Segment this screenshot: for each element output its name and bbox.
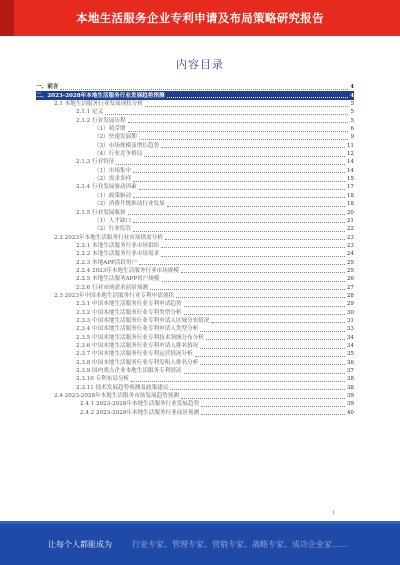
toc-entry-page: 35 xyxy=(346,351,354,358)
toc-leader-dots xyxy=(165,239,345,240)
toc-entry-page: 4 xyxy=(350,84,354,91)
toc-entry[interactable] xyxy=(36,108,354,116)
toc-entry-title: 2.3.10 专利布局分析 xyxy=(76,376,130,383)
toc-leader-dots xyxy=(139,139,349,140)
toc-entry-page: 14 xyxy=(346,159,354,166)
toc-leader-dots xyxy=(161,256,345,257)
toc-entry-title: 2.4 2023-2028年本地生活服务市场发展趋势预测 xyxy=(54,393,179,400)
toc-entry-title: 2.3.2 中国本地生活服务行业专利类型分析 xyxy=(76,309,182,316)
toc-entry-page: 18 xyxy=(346,192,354,199)
toc-entry-title: 2.3.9 国内重点企业本地生活服务专利情况 xyxy=(76,368,182,375)
toc-leader-dots xyxy=(133,231,345,232)
toc-entry-title: 2.2.5 本地生活服务APP用户规模 xyxy=(76,276,160,283)
toc-entry-title: 2.2.1 本地生活服务行业市场供给 xyxy=(76,242,160,249)
toc-entry[interactable] xyxy=(36,158,354,166)
toc-entry[interactable] xyxy=(36,333,354,341)
toc-entry-title: （2）需求多样 xyxy=(94,176,132,183)
toc-entry[interactable] xyxy=(36,317,354,325)
toc-entry-title: 一、前言 xyxy=(36,84,59,91)
toc-entry-page: 4 xyxy=(350,92,354,99)
toc-entry-page: 39 xyxy=(346,401,354,408)
toc-entry-title: 2.3 2023年中国本地生活服务行业专利申请现状 xyxy=(54,292,175,299)
toc-entry[interactable] xyxy=(36,83,354,91)
toc-entry[interactable] xyxy=(36,408,354,416)
toc-entry-title: 2.1.3 行业特征 xyxy=(76,159,115,166)
toc-leader-dots xyxy=(184,314,345,315)
toc-entry-page: 36 xyxy=(346,359,354,366)
toc-entry-title: 2.3.11 技术发展趋势预测及政策建议 xyxy=(76,384,169,391)
toc-leader-dots xyxy=(60,89,348,90)
toc-entry-title: 2.1.1 定义 xyxy=(76,109,104,116)
toc-entry[interactable] xyxy=(36,392,354,400)
toc-entry-title: 2.3.3 中国本地生活服务行业专利申请人区域分布情况 xyxy=(76,317,210,324)
toc-entry[interactable] xyxy=(36,191,354,199)
footer-bar xyxy=(0,521,400,565)
toc-leader-dots xyxy=(184,373,345,374)
toc-leader-dots xyxy=(150,289,345,290)
toc-leader-dots xyxy=(181,398,345,399)
toc-entry-title: （1）人才缺口 xyxy=(94,217,132,224)
toc-entry-page: 11 xyxy=(346,142,354,149)
toc-entry[interactable] xyxy=(36,175,354,183)
toc-entry[interactable] xyxy=(36,116,354,124)
toc-entry-page: 28 xyxy=(346,292,354,299)
toc-entry-page: 33 xyxy=(346,326,354,333)
toc-leader-dots xyxy=(139,264,345,265)
toc-entry-title: （2）行业监管 xyxy=(94,226,132,233)
toc-entry-title: 2.1 本地生活服务行业发展现状分析 xyxy=(54,101,143,108)
toc-entry-page: 22 xyxy=(346,226,354,233)
toc-entry[interactable] xyxy=(36,308,354,316)
toc-entry[interactable] xyxy=(36,150,354,158)
toc-entry[interactable] xyxy=(36,217,354,225)
toc-entry[interactable] xyxy=(36,258,354,266)
toc-entry-page: 26 xyxy=(346,276,354,283)
toc-entry-page: 25 xyxy=(346,267,354,274)
toc-leader-dots xyxy=(128,214,345,215)
toc-entry-title: 2.2 2023年本地生活服务行业市场供需分析 xyxy=(54,234,163,241)
report-header xyxy=(0,0,400,36)
toc-entry[interactable] xyxy=(36,350,354,358)
toc-entry-page: 17 xyxy=(346,184,354,191)
header-accent-bar xyxy=(0,0,14,36)
toc-leader-dots xyxy=(105,114,348,115)
toc-entry-title: （2）消费升级推动行业发展 xyxy=(94,201,165,208)
toc-entry-title: 2.4.2 2023-2028年本地生活服务行业前景预测 xyxy=(80,409,200,416)
toc-leader-dots xyxy=(181,272,345,273)
toc-entry[interactable] xyxy=(36,125,354,133)
toc-entry-page: 34 xyxy=(346,343,354,349)
toc-leader-dots xyxy=(167,206,345,207)
toc-entry-title: 2.3.8 中国本地生活服务行业专利发明人排名分析 xyxy=(76,359,199,366)
toc-entry-title: （1）政策驱动 xyxy=(94,192,132,199)
report-title: 本地生活服务企业专利申请及布局策略研究报告 xyxy=(76,11,324,25)
toc-entry-page: 37 xyxy=(346,368,354,375)
toc-leader-dots xyxy=(133,197,345,198)
toc-entry[interactable] xyxy=(36,242,354,250)
toc-leader-dots xyxy=(167,97,349,98)
toc-leader-dots xyxy=(161,247,345,248)
toc-entry-page: 29 xyxy=(346,301,354,308)
footer-tagline: 让每个人都能成为 xyxy=(48,540,112,549)
toc-entry[interactable] xyxy=(36,300,354,308)
toc-entry-page: 6 xyxy=(350,126,354,133)
toc-entry-page: 38 xyxy=(346,376,354,383)
toc-entry[interactable] xyxy=(36,166,354,174)
toc-entry-title: （4）行业竞争格局 xyxy=(94,151,143,158)
toc-entry[interactable] xyxy=(36,100,354,108)
toc-entry-page: 23 xyxy=(346,234,354,241)
toc-entry[interactable] xyxy=(36,292,354,300)
toc-entry-title: 2.1.4 行业发展驱动因素 xyxy=(76,184,137,191)
toc-entry[interactable] xyxy=(36,183,354,191)
toc-leader-dots xyxy=(131,381,345,382)
toc-entry[interactable] xyxy=(36,141,354,149)
toc-entry-page: 24 xyxy=(346,251,354,258)
toc-entry[interactable] xyxy=(36,200,354,208)
toc-entry-title: 2.2.6 行业市场需求前景预测 xyxy=(76,284,148,291)
toc-entry[interactable] xyxy=(36,358,354,366)
toc-leader-dots xyxy=(200,364,345,365)
toc-entry-title: 2.3.7 中国本地生活服务行业专利运营情况分析 xyxy=(76,351,193,358)
toc-entry-title: 二、2023-2028年本地生活服务行业发展趋势预测 xyxy=(36,92,165,99)
toc-leader-dots xyxy=(133,181,345,182)
toc-entry-page: 40 xyxy=(346,409,354,416)
toc-leader-dots xyxy=(128,131,349,132)
toc-entry-title: （2）快速发展期 xyxy=(94,134,137,141)
toc-entry-page: 25 xyxy=(346,259,354,266)
toc-leader-dots xyxy=(145,106,348,107)
toc-entry-title: 2.3.1 中国本地生活服务行业专利申请趋势 xyxy=(76,301,182,308)
toc-entry[interactable] xyxy=(36,208,354,216)
toc-entry-title: （1）萌芽期 xyxy=(94,126,126,133)
toc-leader-dots xyxy=(162,281,345,282)
toc-entry-title: （3）市场规模及增长趋势 xyxy=(94,142,160,149)
toc-entry-page: 12 xyxy=(346,151,354,158)
toc-entry[interactable] xyxy=(36,133,354,141)
toc-heading: 内容目录 xyxy=(176,58,224,71)
toc-leader-dots xyxy=(133,172,345,173)
footer-stripe xyxy=(0,521,400,524)
toc-entry-title: 2.3.4 中国本地生活服务行业专利申请人类型分析 xyxy=(76,326,199,333)
toc-leader-dots xyxy=(116,164,344,165)
toc-leader-dots xyxy=(211,322,344,323)
toc-entry[interactable] xyxy=(36,91,354,99)
toc-entry[interactable] xyxy=(36,400,354,408)
footer-services: 行业专家、管理专家、营销专家、战略专家、成功企业家…… xyxy=(132,540,348,549)
page-number: 1 xyxy=(332,510,336,516)
toc-entry-title: 2.1.5 行业发展瓶颈 xyxy=(76,209,126,216)
toc-leader-dots xyxy=(139,189,345,190)
toc-leader-dots xyxy=(200,348,345,349)
toc-entry-page: 15 xyxy=(346,176,354,183)
toc-entry-page: 34 xyxy=(346,334,354,341)
toc-entry[interactable] xyxy=(36,267,354,275)
toc-entry[interactable] xyxy=(36,367,354,375)
toc-entry[interactable] xyxy=(36,275,354,283)
toc-entry-title: 2.3.5 中国本地生活服务行业专利技术领域分布分析 xyxy=(76,334,204,341)
toc-entry[interactable] xyxy=(36,283,354,291)
toc-entry-page: 23 xyxy=(346,242,354,249)
toc-leader-dots xyxy=(144,156,345,157)
toc-entry[interactable] xyxy=(36,233,354,241)
toc-entry-page: 18 xyxy=(346,201,354,208)
toc-entry-page: 27 xyxy=(346,284,354,291)
toc-entry-title: 2.2.3 本地APP活跃用户 xyxy=(76,259,138,266)
toc-entry-title: 2.2.2 本地生活服务行业市场需求 xyxy=(76,251,160,258)
toc-entry-title: 2.1.2 行业发展历程 xyxy=(76,117,126,124)
toc-entry-page: 30 xyxy=(346,309,354,316)
toc-leader-dots xyxy=(176,297,345,298)
toc-leader-dots xyxy=(184,306,345,307)
toc-leader-dots xyxy=(128,122,349,123)
toc-entry-page: 39 xyxy=(346,393,354,400)
toc-entry[interactable] xyxy=(36,375,354,383)
toc-entry-page: 5 xyxy=(350,117,354,124)
toc-leader-dots xyxy=(170,389,345,390)
table-of-contents xyxy=(36,83,354,417)
toc-entry-title: 2.3.6 中国本地生活服务行业专利申请人排名情况 xyxy=(76,343,199,349)
toc-entry-page: 5 xyxy=(350,101,354,108)
toc-entry-page: 20 xyxy=(346,209,354,216)
toc-entry-page: 9 xyxy=(350,134,354,141)
toc-entry-page: 14 xyxy=(346,167,354,174)
toc-leader-dots xyxy=(206,339,345,340)
toc-leader-dots xyxy=(161,147,345,148)
toc-entry[interactable] xyxy=(36,225,354,233)
toc-entry-title: 2.4.1 2023-2028年本地生活服务行业发展趋势 xyxy=(80,401,200,408)
toc-leader-dots xyxy=(201,414,345,415)
toc-entry-page: 38 xyxy=(346,384,354,391)
toc-leader-dots xyxy=(133,222,345,223)
toc-entry[interactable] xyxy=(36,383,354,391)
toc-entry-title: （1）市场集中 xyxy=(94,167,132,174)
toc-entry[interactable] xyxy=(36,342,354,350)
toc-leader-dots xyxy=(201,406,345,407)
toc-entry[interactable] xyxy=(36,325,354,333)
toc-entry[interactable] xyxy=(36,250,354,258)
toc-leader-dots xyxy=(200,331,345,332)
toc-entry-page: 5 xyxy=(350,109,354,116)
toc-entry-title: 2.2.4 2023年本地生活服务行业市场规模 xyxy=(76,267,179,274)
toc-entry-page: 31 xyxy=(346,317,354,324)
toc-leader-dots xyxy=(195,356,345,357)
toc-entry-page: 21 xyxy=(346,217,354,224)
